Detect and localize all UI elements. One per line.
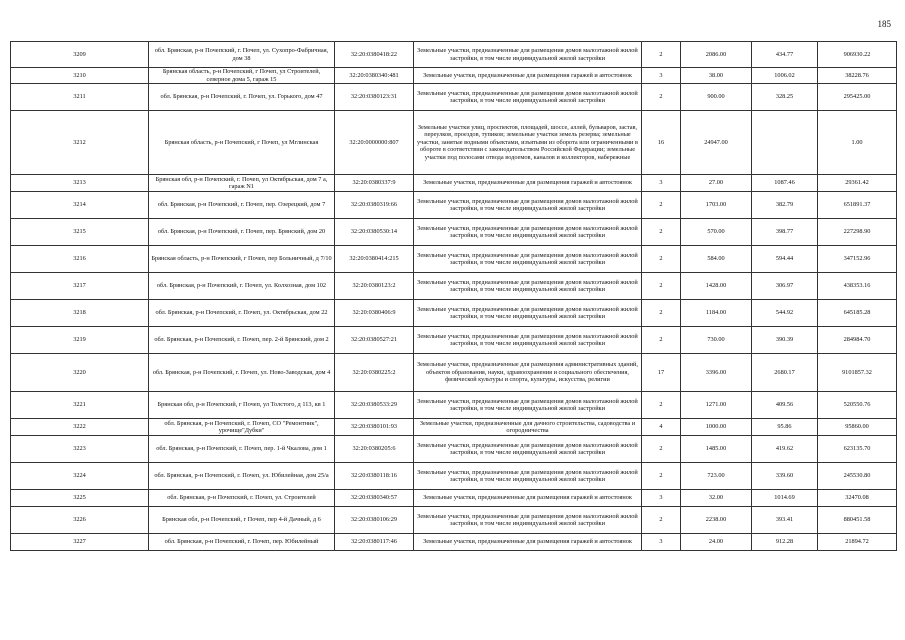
cell-category-code: 3: [642, 68, 681, 84]
table-row: [11, 327, 897, 354]
cell-address: Брянская область, р-н Почепский, г Почеп, пер Больничный, д 7/10: [149, 246, 335, 273]
cell-row-number: 3209: [11, 42, 149, 68]
cell-row-number: 3220: [11, 354, 149, 392]
cell-land-use: Земельные участки, предназначенные для размещения домов малоэтажной жилой застройки, в том числе индивидуальной жилой застройки: [414, 273, 642, 300]
table-row: [11, 219, 897, 246]
cell-row-number: 3216: [11, 246, 149, 273]
cell-area: 24947.00: [681, 111, 752, 175]
cell-area: 1184.00: [681, 300, 752, 327]
cell-cadastral-value: 9101857.32: [818, 354, 897, 392]
cell-cadastral-number: 32:20:0380123:31: [335, 84, 414, 111]
cell-area: 570.00: [681, 219, 752, 246]
table-row: [11, 246, 897, 273]
cell-cadastral-number: 32:20:0380533:29: [335, 392, 414, 419]
cell-address: обл. Брянская, р-н Почепский, г. Почеп, пер. 2-й Брянский, дом 2: [149, 327, 335, 354]
table-row: [11, 273, 897, 300]
cell-cadastral-number: 32:20:0000000:807: [335, 111, 414, 175]
table-row: [11, 300, 897, 327]
cell-specific-value: 1014.69: [752, 490, 818, 507]
cell-cadastral-number: 32:20:0380205:6: [335, 436, 414, 463]
cell-cadastral-number: 32:20:0380530:14: [335, 219, 414, 246]
cell-area: 3396.00: [681, 354, 752, 392]
cell-cadastral-value: 245530.80: [818, 463, 897, 490]
cell-category-code: 2: [642, 84, 681, 111]
cell-specific-value: 594.44: [752, 246, 818, 273]
cell-address: обл. Брянская, р-н Почепский, г. Почеп, ул. Ново-Заводская, дом 4: [149, 354, 335, 392]
cell-category-code: 16: [642, 111, 681, 175]
cell-cadastral-value: 32470.08: [818, 490, 897, 507]
cell-land-use: Земельные участки, предназначенные для дачного строительства, садоводства и огородничества: [414, 419, 642, 436]
cell-land-use: Земельные участки, предназначенные для размещения административных зданий, объектов образования, науки, здравоохранения и социального обеспечения, физической культуры и спорта, культуры, искусства, религии: [414, 354, 642, 392]
cell-land-use: Земельные участки, предназначенные для размещения гаражей и автостоянок: [414, 490, 642, 507]
cell-area: 24.00: [681, 534, 752, 551]
cell-row-number: 3226: [11, 507, 149, 534]
cell-land-use: Земельные участки, предназначенные для размещения домов малоэтажной жилой застройки, в том числе индивидуальной жилой застройки: [414, 436, 642, 463]
cell-cadastral-value: 520550.76: [818, 392, 897, 419]
cell-area: 27.00: [681, 175, 752, 192]
cell-cadastral-value: 295425.00: [818, 84, 897, 111]
table-row: [11, 507, 897, 534]
cell-category-code: 3: [642, 175, 681, 192]
cell-area: 1428.00: [681, 273, 752, 300]
cell-cadastral-number: 32:20:0380118:16: [335, 463, 414, 490]
table-row: [11, 392, 897, 419]
cell-land-use: Земельные участки, предназначенные для размещения домов малоэтажной жилой застройки, в том числе индивидуальной жилой застройки: [414, 42, 642, 68]
table-row: [11, 68, 897, 84]
cell-area: 2238.00: [681, 507, 752, 534]
cell-row-number: 3212: [11, 111, 149, 175]
cell-category-code: 2: [642, 192, 681, 219]
cell-specific-value: 328.25: [752, 84, 818, 111]
cell-row-number: 3224: [11, 463, 149, 490]
cell-specific-value: 95.86: [752, 419, 818, 436]
cell-row-number: 3210: [11, 68, 149, 84]
cell-specific-value: 382.79: [752, 192, 818, 219]
table-row: [11, 534, 897, 551]
cell-category-code: 2: [642, 246, 681, 273]
cell-cadastral-number: 32:20:0380225:2: [335, 354, 414, 392]
cell-category-code: 2: [642, 392, 681, 419]
cell-land-use: Земельные участки, предназначенные для размещения домов малоэтажной жилой застройки, в том числе индивидуальной жилой застройки: [414, 84, 642, 111]
cell-row-number: 3217: [11, 273, 149, 300]
table-row: [11, 42, 897, 68]
cell-area: 1703.00: [681, 192, 752, 219]
cell-cadastral-number: 32:20:0380337:9: [335, 175, 414, 192]
page-number: 185: [877, 19, 891, 29]
cell-cadastral-value: 651891.37: [818, 192, 897, 219]
cell-cadastral-number: 32:20:0380527:21: [335, 327, 414, 354]
cell-cadastral-value: 95860.00: [818, 419, 897, 436]
cell-category-code: 2: [642, 273, 681, 300]
cell-category-code: 2: [642, 327, 681, 354]
cell-cadastral-number: 32:20:0380101:93: [335, 419, 414, 436]
cell-area: 32.00: [681, 490, 752, 507]
table-row: [11, 192, 897, 219]
cell-specific-value: 393.41: [752, 507, 818, 534]
cell-address: обл. Брянская, р-н Почепский, г. Почеп, СО "Ремонтник", урочище"Дубки": [149, 419, 335, 436]
cell-specific-value: 306.97: [752, 273, 818, 300]
cell-area: 1000.00: [681, 419, 752, 436]
cell-category-code: 4: [642, 419, 681, 436]
cell-land-use: Земельные участки, предназначенные для размещения гаражей и автостоянок: [414, 175, 642, 192]
cell-area: 900.00: [681, 84, 752, 111]
cell-address: Брянская область, р-н Почепский, г Почеп, ул Мглинская: [149, 111, 335, 175]
cell-row-number: 3218: [11, 300, 149, 327]
cell-land-use: Земельные участки, предназначенные для размещения гаражей и автостоянок: [414, 534, 642, 551]
table-row: [11, 436, 897, 463]
cell-land-use: Земельные участки, предназначенные для размещения домов малоэтажной жилой застройки, в том числе индивидуальной жилой застройки: [414, 327, 642, 354]
cell-cadastral-number: 32:20:0380117:46: [335, 534, 414, 551]
cell-specific-value: 339.60: [752, 463, 818, 490]
cell-row-number: 3213: [11, 175, 149, 192]
cell-specific-value: 398.77: [752, 219, 818, 246]
cell-category-code: 2: [642, 300, 681, 327]
cell-cadastral-value: 906930.22: [818, 42, 897, 68]
cell-address: обл. Брянская, р-н Почепский, г. Почеп, пер. Юбилейный: [149, 534, 335, 551]
cell-cadastral-number: 32:20:0380406:9: [335, 300, 414, 327]
cell-address: обл. Брянская, р-н Почепский, г. Почеп, ул. Горького, дом 47: [149, 84, 335, 111]
cell-area: 1485.00: [681, 436, 752, 463]
cell-specific-value: 544.92: [752, 300, 818, 327]
cell-category-code: 2: [642, 463, 681, 490]
cell-specific-value: 390.39: [752, 327, 818, 354]
cell-land-use: Земельные участки, предназначенные для размещения домов малоэтажной жилой застройки, в том числе индивидуальной жилой застройки: [414, 219, 642, 246]
cell-address: обл. Брянская, р-н Почепский, г. Почеп, ул. Колхозная, дом 102: [149, 273, 335, 300]
cell-category-code: 17: [642, 354, 681, 392]
cell-row-number: 3227: [11, 534, 149, 551]
cell-row-number: 3221: [11, 392, 149, 419]
cell-address: Брянская обл, р-н Почепский, г Почеп, ул Толстого, д 113, кв 1: [149, 392, 335, 419]
table-row: [11, 175, 897, 192]
cell-cadastral-value: 38228.76: [818, 68, 897, 84]
cell-cadastral-number: 32:20:0380106:29: [335, 507, 414, 534]
cell-row-number: 3211: [11, 84, 149, 111]
cell-land-use: Земельные участки, предназначенные для размещения гаражей и автостоянок: [414, 68, 642, 84]
cell-land-use: Земельные участки, предназначенные для размещения домов малоэтажной жилой застройки, в том числе индивидуальной жилой застройки: [414, 300, 642, 327]
cell-address: обл. Брянская, р-н Почепский, г. Почеп, пер. Брянский, дом 20: [149, 219, 335, 246]
cell-land-use: Земельные участки, предназначенные для размещения домов малоэтажной жилой застройки, в том числе индивидуальной жилой застройки: [414, 463, 642, 490]
cell-land-use: Земельные участки, предназначенные для размещения домов малоэтажной жилой застройки, в том числе индивидуальной жилой застройки: [414, 507, 642, 534]
cell-category-code: 3: [642, 534, 681, 551]
table-row: [11, 111, 897, 175]
cell-cadastral-number: 32:20:0380340:57: [335, 490, 414, 507]
cell-specific-value: 1006.02: [752, 68, 818, 84]
cell-row-number: 3219: [11, 327, 149, 354]
cell-cadastral-value: 227298.90: [818, 219, 897, 246]
cell-cadastral-value: 347152.96: [818, 246, 897, 273]
cell-address: Брянская обл, р-н Почепский, г Почеп, пер 4-й Дачный, д 6: [149, 507, 335, 534]
cell-cadastral-number: 32:20:0380414:215: [335, 246, 414, 273]
cell-specific-value: 2680.17: [752, 354, 818, 392]
cell-address: Брянская область, р-н Почепский, г Почеп, ул Строителей, северное дома 5, гараж 15: [149, 68, 335, 84]
land-registry-table: [10, 41, 897, 551]
cell-cadastral-value: 29361.42: [818, 175, 897, 192]
cell-land-use: Земельные участки улиц, проспектов, площадей, шоссе, аллей, бульваров, застав, переулков, проездов, тупиков; земельные участки земель резерва; земельные участки, занятые водными объектами, изъятыми из оборота или ограниченными в обороте в соответствии с законодательством Российской Федерации; земельные участки под полосами отвода водоемов, каналов и коллекторов, набережные: [414, 111, 642, 175]
cell-specific-value: 419.62: [752, 436, 818, 463]
cell-specific-value: 434.77: [752, 42, 818, 68]
cell-cadastral-value: 438353.16: [818, 273, 897, 300]
cell-cadastral-value: 1.00: [818, 111, 897, 175]
cell-area: 1271.00: [681, 392, 752, 419]
cell-row-number: 3225: [11, 490, 149, 507]
cell-row-number: 3215: [11, 219, 149, 246]
cell-land-use: Земельные участки, предназначенные для размещения домов малоэтажной жилой застройки, в том числе индивидуальной жилой застройки: [414, 246, 642, 273]
cell-category-code: 2: [642, 507, 681, 534]
table-row: [11, 490, 897, 507]
table-row: [11, 84, 897, 111]
table-row: [11, 419, 897, 436]
cell-area: 723.00: [681, 463, 752, 490]
cell-cadastral-number: 32:20:0380340:481: [335, 68, 414, 84]
cell-specific-value: 409.56: [752, 392, 818, 419]
cell-cadastral-value: 21894.72: [818, 534, 897, 551]
cell-cadastral-number: 32:20:0380418:22: [335, 42, 414, 68]
cell-cadastral-value: 880451.58: [818, 507, 897, 534]
cell-category-code: 2: [642, 219, 681, 246]
cell-area: 730.00: [681, 327, 752, 354]
cell-land-use: Земельные участки, предназначенные для размещения домов малоэтажной жилой застройки, в том числе индивидуальной жилой застройки: [414, 392, 642, 419]
cell-row-number: 3223: [11, 436, 149, 463]
cell-cadastral-value: 284984.70: [818, 327, 897, 354]
cell-row-number: 3222: [11, 419, 149, 436]
cell-address: Брянская обл, р-н Почепский, г. Почеп, ул Октябрьская, дом 7 а, гараж N1: [149, 175, 335, 192]
cell-cadastral-number: 32:20:0380319:66: [335, 192, 414, 219]
cell-address: обл. Брянская, р-н Почепский, г. Почеп, ул. Строителей: [149, 490, 335, 507]
registry-rows: [11, 42, 897, 551]
cell-cadastral-value: 645185.28: [818, 300, 897, 327]
cell-address: обл. Брянская, р-н Почепский, г. Почеп, ул. Юбилейная, дом 25/а: [149, 463, 335, 490]
cell-area: 38.00: [681, 68, 752, 84]
table-row: [11, 463, 897, 490]
cell-category-code: 2: [642, 436, 681, 463]
cell-category-code: 3: [642, 490, 681, 507]
cell-category-code: 2: [642, 42, 681, 68]
cell-area: 584.00: [681, 246, 752, 273]
cell-cadastral-value: 623135.70: [818, 436, 897, 463]
cell-specific-value: 912.28: [752, 534, 818, 551]
cell-address: обл. Брянская, р-н Почепский, г. Почеп, пер. 1-й Чкалова, дом 1: [149, 436, 335, 463]
cell-address: обл. Брянская, р-н Почепский, г. Почеп, ул. Октябрьская, дом 22: [149, 300, 335, 327]
cell-row-number: 3214: [11, 192, 149, 219]
cell-area: 2086.00: [681, 42, 752, 68]
cell-address: обл. Брянская, р-н Почепский, г. Почеп, ул. Сухопро-Фабричная, дом 38: [149, 42, 335, 68]
cell-land-use: Земельные участки, предназначенные для размещения домов малоэтажной жилой застройки, в том числе индивидуальной жилой застройки: [414, 192, 642, 219]
cell-cadastral-number: 32:20:0380123:2: [335, 273, 414, 300]
cell-specific-value: [752, 111, 818, 175]
cell-specific-value: 1087.46: [752, 175, 818, 192]
table-row: [11, 354, 897, 392]
cell-address: обл. Брянская, р-н Почепский, г. Почеп, пер. Озерецкий, дом 7: [149, 192, 335, 219]
